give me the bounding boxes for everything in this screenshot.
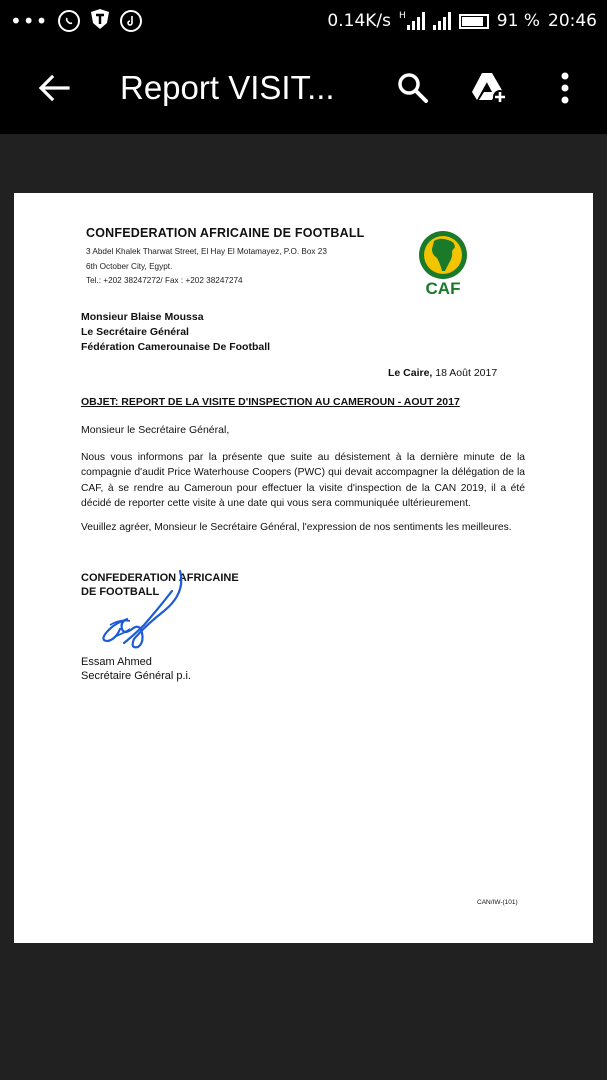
recipient-title: Le Secrétaire Général: [81, 326, 189, 338]
signature-org-line-1: CONFEDERATION AFRICAINE: [81, 572, 239, 584]
drive-add-button[interactable]: [461, 60, 517, 116]
more-dots-icon: •••: [10, 9, 49, 33]
signature-org-line-2: DE FOOTBALL: [81, 586, 160, 598]
network-speed: 0.14K/s: [327, 11, 392, 31]
subject-line: OBJET: REPORT DE LA VISITE D'INSPECTION AU CAMEROUN - AOUT 2017: [81, 396, 460, 408]
signer-block: [81, 655, 191, 683]
status-bar: [0, 0, 607, 42]
network-type: H: [399, 11, 406, 21]
signal-icon: [433, 12, 451, 30]
org-name: CONFEDERATION AFRICAINE DE FOOTBALL: [86, 226, 365, 240]
caf-logo: [410, 227, 482, 299]
tiktok-icon: [120, 10, 142, 32]
date-line: [388, 367, 497, 379]
recipient-name: Monsieur Blaise Moussa: [81, 311, 204, 323]
search-button[interactable]: [385, 60, 441, 116]
search-icon: [397, 72, 429, 104]
caf-logo-text: CAF: [425, 279, 461, 298]
status-left-icons: [10, 8, 142, 34]
more-options-button[interactable]: [537, 60, 593, 116]
status-right: [327, 11, 597, 31]
salutation: Monsieur le Secrétaire Général,: [81, 424, 230, 436]
date-value: 18 Août 2017: [435, 367, 498, 379]
back-arrow-icon: [38, 74, 70, 102]
more-vert-icon: [560, 71, 570, 105]
app-bar: [0, 42, 607, 134]
signer-name: Essam Ahmed: [81, 656, 152, 668]
back-button[interactable]: [24, 58, 84, 118]
address-line-2: 6th October City, Egypt.: [86, 262, 173, 271]
battery-percent: 91 %: [496, 11, 540, 31]
whatsapp-icon: [58, 10, 80, 32]
closing-paragraph: Veuillez agréer, Monsieur le Secrétaire Général, l'expression de nos sentiments les meilleures.: [81, 522, 512, 533]
signer-title: Secrétaire Général p.i.: [81, 670, 192, 682]
handwritten-signature: [94, 563, 204, 663]
reference-code: CAN/IW-(101): [477, 899, 518, 906]
battery-icon: [459, 14, 489, 29]
app-title: Report VISIT...: [120, 69, 335, 106]
drive-add-icon: [470, 71, 508, 105]
clock: 20:46: [548, 11, 597, 31]
recipient-org: Fédération Camerounaise De Football: [81, 341, 271, 353]
address-line-3: Tel.: +202 38247272/ Fax : +202 38247274: [86, 276, 243, 285]
recipient-block: [81, 310, 270, 355]
body-paragraph: Nous vous informons par la présente que suite au désistement à la dernière minute de la compagnie d'audit Price Waterhouse Coopers (PWC) qui devait accompagner la délégation de la CAF, à se rendre au Cameroun pour effectuer la visite d'inspection de la CAN 2019, il a été décidé de reporter cette visite à une date qui vous sera communiquée ultérieurement.: [81, 452, 525, 509]
shield-app-icon: [90, 8, 110, 34]
date-place: Le Caire,: [388, 367, 433, 379]
address-line-1: 3 Abdel Khalek Tharwat Street, El Hay El Motamayez, P.O. Box 23: [86, 247, 327, 256]
document-page: [14, 193, 593, 943]
signal-h-icon: [399, 12, 425, 30]
app-actions: [385, 60, 593, 116]
